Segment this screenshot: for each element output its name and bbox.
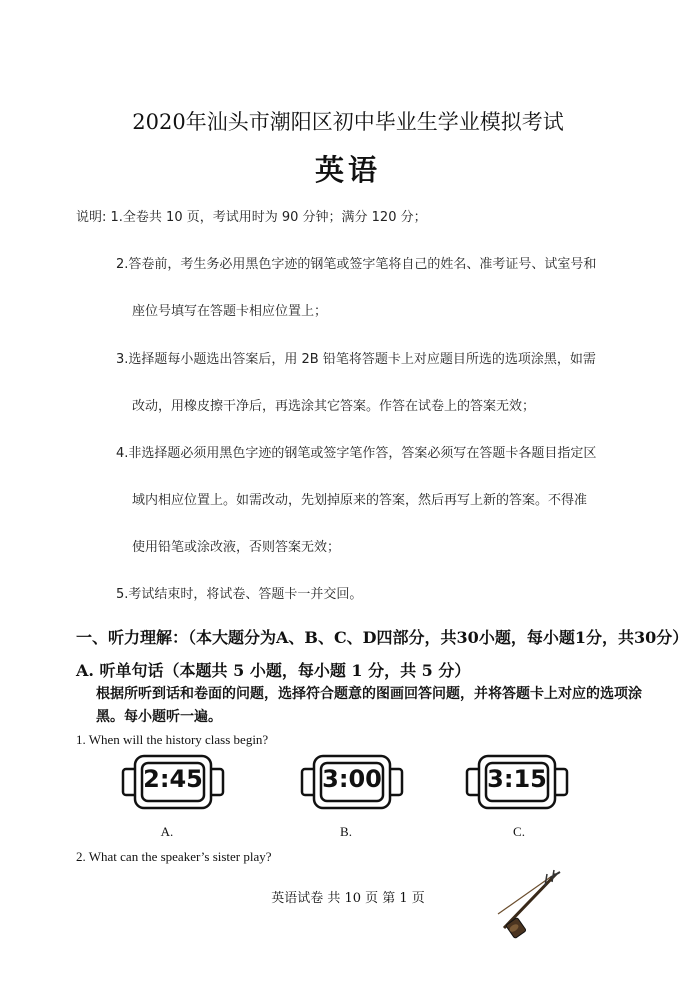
question-1: 1. When will the history class begin? [76,732,269,747]
exam-subject: 英语 [314,153,381,187]
option-label-c: C. [513,824,525,839]
note-line: 3.选择题每小题选出答案后，用 2B 铅笔将答题卡上对应题目所选的选项涂黑，如需 [116,352,596,367]
note-line: 说明: 1.全卷共 10 页，考试用时为 90 分钟；满分 120 分； [76,210,427,225]
note-line: 座位号填写在答题卡相应位置上； [132,304,328,319]
part-a-instruction: 根据所听到话和卷面的问题，选择符合题意的图画回答问题，并将答题卡上对应的选项涂 [96,686,642,702]
part-a-instruction: 黑。每小题听一遍。 [96,709,222,725]
note-line: 域内相应位置上。如需改动，先划掉原来的答案，然后再写上新的答案。不得准 [132,493,588,508]
option-label-a: A. [160,824,174,839]
watch-time-b: 3:00 [322,765,382,793]
watch-time-c: 3:15 [487,765,547,793]
watch-time-a: 2:45 [143,765,203,793]
erhu-icon [490,868,570,944]
note-line: 4.非选择题必须用黑色字迹的钢笔或签字笔作答，答案必须写在答题卡各题目指定区 [116,446,597,461]
note-line: 改动，用橡皮擦干净后，再选涂其它答案。作答在试卷上的答案无效； [132,399,536,414]
option-label-b: B. [340,824,352,839]
part-a-heading: A. 听单句话（本题共 5 小题，每小题 1 分，共 5 分） [76,661,471,680]
note-line: 5.考试结束时，将试卷、答题卡一并交回。 [116,587,363,602]
section-heading: 一、听力理解：（本大题分为A、B、C、D四部分，共30小题，每小题1分，共30分） [76,628,689,647]
page-footer: 英语试卷 共 10 页 第 1 页 [271,891,425,906]
exam-title: 2020年汕头市潮阳区初中毕业生学业模拟考试 [132,110,564,134]
note-line: 2.答卷前，考生务必用黑色字迹的钢笔或签字笔将自己的姓名、准考证号、试室号和 [116,257,597,272]
note-line: 使用铅笔或涂改液，否则答案无效； [132,540,341,555]
question-2: 2. What can the speaker’s sister play? [76,849,272,864]
